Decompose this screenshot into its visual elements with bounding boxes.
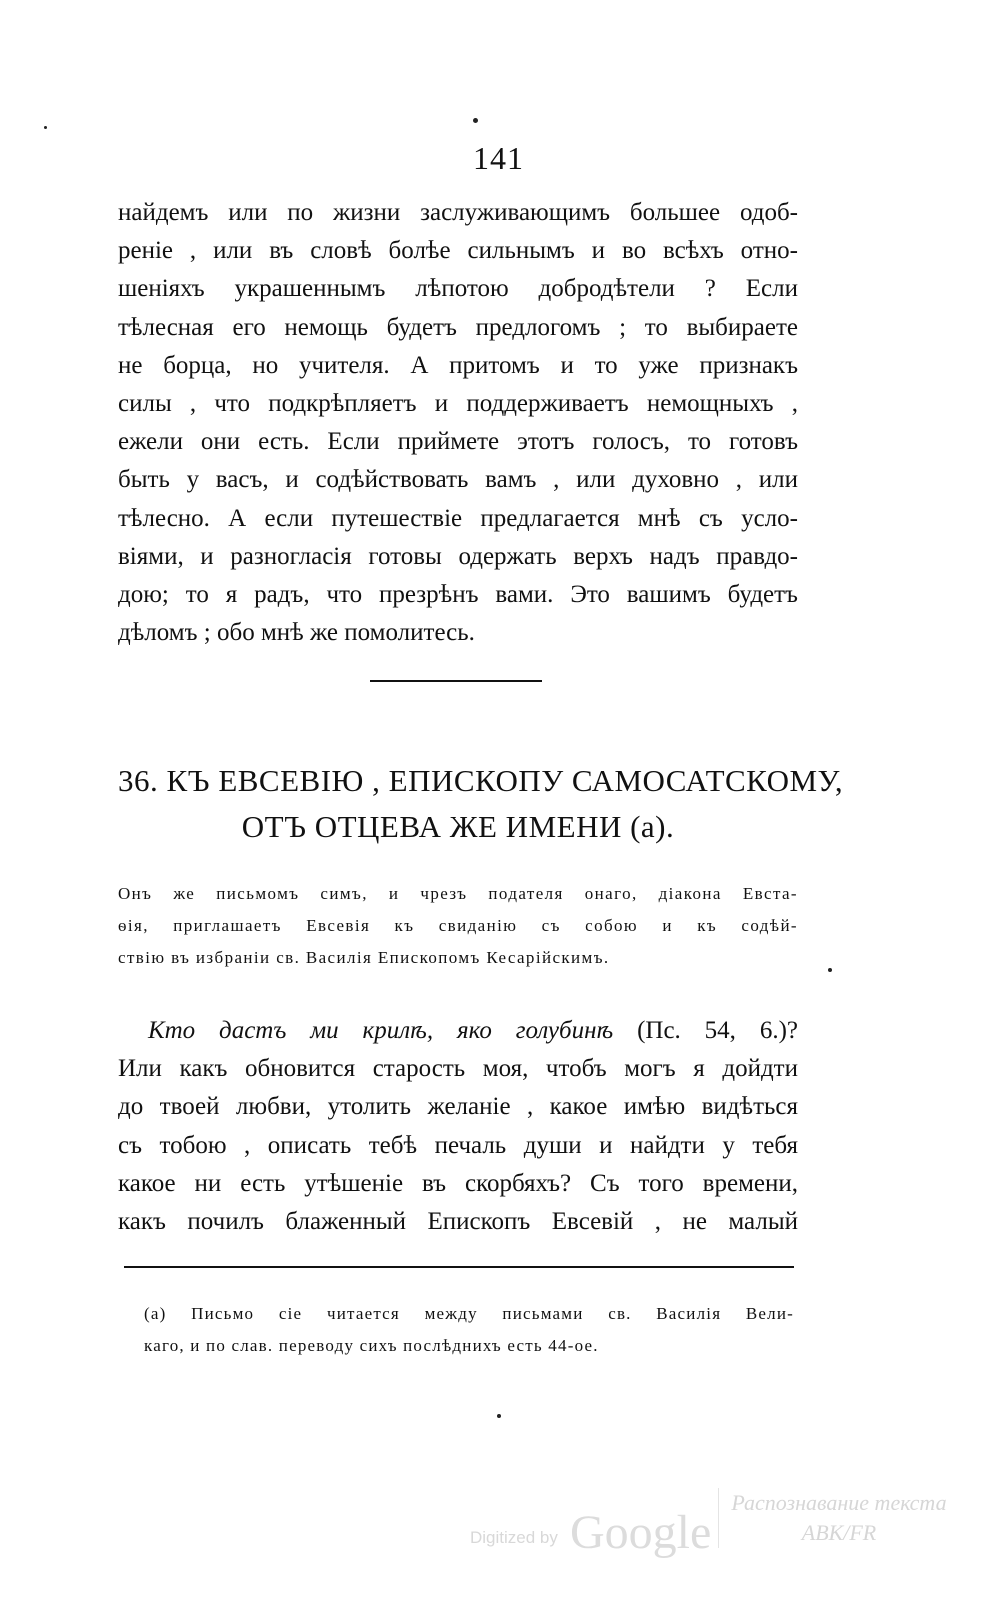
text-line: шеніяхъ украшеннымъ лѣпотою добродѣтели ? Если — [118, 275, 798, 303]
scripture-quote: Кто дастъ ми крилѣ, яко голубинѣ — [148, 1017, 614, 1044]
text-line: дою; то я радъ, что презрѣнъ вами. Это вашимъ будетъ — [118, 580, 798, 608]
heading-line: ОТЪ ОТЦЕВА ЖЕ ИМЕНИ (а). — [241, 809, 675, 844]
paragraph-continuation — [118, 194, 798, 652]
text-line: тѣлесно. А если путешествіе предлагается мнѣ съ усло- — [118, 504, 798, 532]
letter-text — [118, 1012, 798, 1241]
footnote-line: каго, и по слав. переводу сихъ послѣднихъ есть 44-ое. — [144, 1336, 599, 1355]
text-line: віями, и разногласія готовы одержать верхъ надъ правдо- — [118, 542, 798, 570]
letter-summary — [118, 878, 798, 974]
text-line: Или какъ обновится старость моя, чтобъ могъ я дойдти — [118, 1055, 798, 1083]
text-line: тѣлесная его немощь будетъ предлогомъ ; то выбираете — [118, 313, 798, 341]
text-line: ежели они есть. Если приймете этотъ голосъ, то готовъ — [118, 428, 798, 456]
text-line: дѣломъ ; обо мнѣ же помолитесь. — [118, 619, 475, 647]
speck — [44, 126, 47, 129]
text-line: до твоей любви, утолить желаніе , какое имѣю видѣться — [118, 1093, 798, 1121]
summary-line: ствію въ избраніи св. Василія Епископомъ Кесарійскимъ. — [118, 948, 610, 967]
watermark-recognition-line: Распознавание текста — [731, 1490, 947, 1515]
page-number: 141 — [473, 140, 524, 176]
text-line: какое ни есть утѣшеніе въ скорбяхъ? Съ того времени, — [118, 1169, 798, 1197]
scripture-reference: (Пс. 54, 6.)? — [613, 1017, 798, 1044]
section-divider — [370, 680, 542, 682]
text-line: реніе , или въ словѣ болѣе сильнымъ и во всѣхъ отно- — [118, 237, 798, 265]
text-line: какъ почилъ блаженный Епископъ Евсевій , не малый — [118, 1207, 798, 1235]
watermark-digitized: Digitized by — [470, 1528, 558, 1547]
speck — [497, 1414, 501, 1418]
text-line — [118, 1012, 798, 1050]
watermark-recognition-line: АВК/FR — [801, 1520, 877, 1545]
footnote-divider — [124, 1266, 794, 1268]
letter-heading — [118, 758, 844, 850]
summary-line: Онъ же письмомъ симъ, и чрезъ подателя онаго, діакона Евста- — [118, 884, 798, 903]
text-line: быть у васъ, и содѣйствовать вамъ , или духовно , или — [118, 466, 798, 494]
watermark-recognition — [718, 1488, 959, 1548]
text-line: съ тобою , описать тебѣ печаль души и найдти у тебя — [118, 1131, 798, 1159]
text-line: не борца, но учителя. А притомъ и то уже признакъ — [118, 351, 798, 379]
text-line: силы , что подкрѣпляетъ и поддерживаетъ немощныхъ , — [118, 389, 798, 417]
summary-line: ѳія, приглашаетъ Евсевія къ свиданію съ собою и къ содѣй- — [118, 916, 798, 935]
footnote — [144, 1298, 794, 1362]
speck — [473, 118, 478, 123]
watermark-google-logo: Google — [570, 1506, 712, 1559]
footnote-line: (а) Письмо сіе читается между письмами св. Василія Вели- — [144, 1304, 794, 1323]
heading-line: 36. КЪ ЕВСЕВІЮ , ЕПИСКОПУ САМОСАТСКОМУ, — [118, 763, 844, 798]
text-line: найдемъ или по жизни заслуживающимъ большее одоб- — [118, 199, 798, 226]
speck — [828, 968, 832, 972]
